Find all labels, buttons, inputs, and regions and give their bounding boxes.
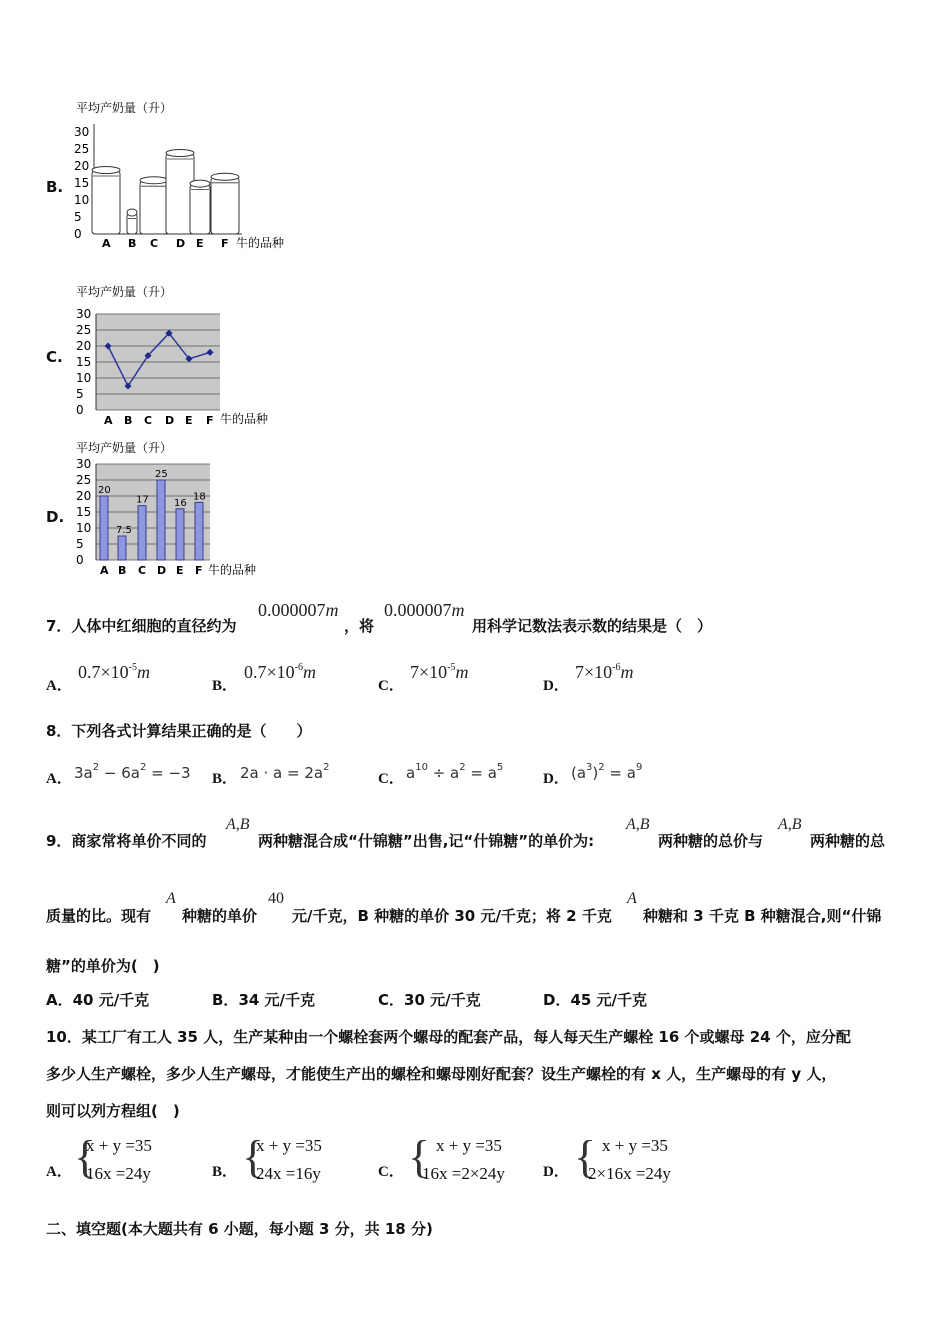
q10-option-b-system: x + y =35 24x =16y	[256, 1136, 322, 1183]
option-b-label: B.	[46, 178, 64, 196]
q8-option-c-expr: $a^{10} \div a^2 = a^5$	[406, 762, 504, 782]
q9-option-b[interactable]: B．34 元/千克	[212, 991, 316, 1009]
chart-d-xlabel: 牛的品种	[208, 563, 257, 577]
chart-d-bar-B	[118, 536, 126, 560]
q7-option-d[interactable]: D．	[543, 678, 569, 694]
chart-d-data-label: 16	[174, 497, 187, 509]
q7-value-1: 0.000007m	[258, 600, 339, 620]
chart-d-xtick: F	[195, 564, 203, 577]
q8-option-b[interactable]: B．	[212, 771, 238, 787]
chart-d-xtick: C	[138, 564, 147, 577]
chart-b-bottle-lid	[92, 167, 120, 174]
q9-line1-part3: 两种糖的总价与	[658, 832, 764, 850]
chart-b-xtick: E	[196, 237, 204, 250]
q7-value-2: 0.000007m	[384, 600, 465, 620]
q10-option-c-brace: {	[408, 1131, 431, 1182]
q9-forty: 40	[268, 890, 284, 907]
chart-c-xtick: F	[206, 414, 214, 427]
chart-b-bottle-body	[190, 185, 210, 234]
chart-b-pictograph	[70, 98, 310, 250]
q10-line2: 多少人生产螺栓，多少人生产螺母，才能使生产出的螺栓和螺母刚好配套？设生产螺栓的有 x 人，生产螺母的有 y 人，	[46, 1065, 837, 1083]
chart-b-ytick: 10	[74, 193, 90, 207]
chart-d-xtick: A	[100, 564, 109, 577]
q8-option-a-expr: $3a^2 - 6a^2 = -3$	[74, 762, 191, 782]
q10-option-b[interactable]: B．	[212, 1164, 238, 1180]
q10-option-a[interactable]: A．	[46, 1164, 72, 1180]
chart-b-xtick: D	[176, 237, 186, 250]
q10-option-b-brace: {	[242, 1131, 265, 1182]
q9-option-a[interactable]: A．40 元/千克	[46, 991, 150, 1009]
q7-middle: ，将	[344, 617, 375, 635]
q9-line2-part2: 种糖的单价	[182, 907, 258, 925]
chart-b-bottle-body	[140, 181, 168, 234]
chart-b-bottle-body	[211, 178, 239, 234]
chart-d-data-label: 7.5	[116, 525, 132, 536]
chart-d-ytick: 15	[76, 505, 92, 519]
chart-d-xtick: B	[118, 564, 127, 577]
q10-option-d-system: x + y =35 2×16x =24y	[588, 1136, 671, 1183]
chart-c-xlabel: 牛的品种	[220, 412, 269, 426]
chart-b-ytick: 15	[74, 176, 90, 190]
chart-b-bottle-F	[211, 173, 239, 234]
chart-b-ytick: 0	[74, 227, 82, 241]
q10-line1: 10．某工厂有工人 35 人，生产某种由一个螺栓套两个螺母的配套产品，每人每天生产螺栓 16 个或螺母 24 个，应分配	[46, 1028, 851, 1046]
chart-b-bottle-E	[190, 180, 210, 234]
chart-b-bottle-B	[127, 209, 137, 234]
chart-b-bottle-lid	[127, 209, 137, 216]
chart-c-xtick: B	[124, 414, 133, 427]
chart-d-bar-F	[195, 502, 203, 560]
q9-ab-3: A,B	[778, 816, 802, 833]
chart-b-bottle-lid	[140, 177, 168, 184]
q9-line1-part4: 两种糖的总	[810, 832, 886, 850]
q8-option-d-expr: $(a^3)^2 = a^9$	[571, 762, 643, 782]
chart-c-title: 平均产奶量（升）	[76, 285, 173, 299]
chart-b-ytick: 5	[74, 210, 82, 224]
chart-c-xtick: E	[185, 414, 193, 427]
chart-d-ytick: 5	[76, 537, 84, 551]
q9-line1-part1: 9．商家常将单价不同的	[46, 832, 207, 850]
q9-ab-2: A,B	[626, 816, 650, 833]
chart-d-ytick: 10	[76, 521, 92, 535]
chart-c-ytick: 0	[76, 403, 84, 417]
chart-b-xtick: A	[102, 237, 111, 250]
chart-d-data-label: 17	[136, 494, 149, 506]
chart-c-xtick: C	[144, 414, 153, 427]
q10-option-d-brace: {	[574, 1131, 597, 1182]
section-2-title: 二、填空题(本大题共有 6 小题，每小题 3 分，共 18 分)	[46, 1220, 433, 1238]
q9-a-1: A	[166, 890, 176, 907]
q8-option-b-expr: $2a \cdot a = 2a^2$	[240, 762, 330, 782]
chart-d-data-label: 18	[193, 491, 206, 503]
q7-option-b[interactable]: B．	[212, 678, 238, 694]
q8-text: 8．下列各式计算结果正确的是（ ）	[46, 722, 312, 740]
chart-b-xtick: C	[150, 237, 159, 250]
chart-d-ytick: 20	[76, 489, 92, 503]
chart-b-bottle-body	[127, 214, 137, 235]
chart-d-bar-C	[138, 506, 146, 560]
option-d-label: D.	[46, 508, 65, 526]
q9-ab-1: A,B	[226, 816, 250, 833]
chart-d-bar-E	[176, 509, 184, 560]
chart-b-bottle-A	[92, 167, 120, 235]
chart-b-bottle-lid	[166, 150, 194, 157]
chart-c-ytick: 5	[76, 387, 84, 401]
q9-line1-part2: 两种糖混合成“什锦糖”出售,记“什锦糖”的单价为:	[258, 832, 595, 850]
q10-option-a-brace: {	[74, 1131, 97, 1182]
q7-option-b-expr: $0.7\times 10^{-6}m$	[244, 662, 316, 682]
q7-option-a[interactable]: A．	[46, 678, 72, 694]
q9-option-c[interactable]: C．30 元/千克	[378, 991, 481, 1009]
chart-c-ytick: 25	[76, 323, 92, 337]
q9-line2-part1: 质量的比。现有	[46, 907, 152, 925]
chart-b-xlabel: 牛的品种	[236, 236, 285, 250]
q10-option-a-system: x + y =35 16x =24y	[86, 1136, 152, 1183]
chart-d-data-label: 20	[98, 485, 111, 496]
q9-option-d[interactable]: D．45 元/千克	[543, 991, 648, 1009]
q7-option-a-expr: $0.7\times 10^{-5}m$	[78, 662, 150, 682]
chart-b-ytick: 25	[74, 142, 90, 156]
q10-line3: 则可以列方程组( )	[46, 1102, 180, 1120]
q7-option-d-expr: $7\times 10^{-6}m$	[575, 662, 634, 682]
q7-option-c-expr: $7\times 10^{-5}m$	[410, 662, 469, 682]
chart-c-ytick: 20	[76, 339, 92, 353]
q9-line2-part4: 种糖和 3 千克 B 种糖混合,则“什锦	[643, 907, 882, 925]
chart-c-ytick: 30	[76, 307, 92, 321]
q8-option-a[interactable]: A．	[46, 771, 72, 787]
q9-a-2: A	[627, 890, 637, 907]
option-c-label: C.	[46, 348, 63, 366]
chart-c-ytick: 10	[76, 371, 92, 385]
chart-b-bottle-lid	[190, 180, 210, 187]
q9-line3: 糖”的单价为( )	[46, 957, 160, 975]
q10-option-c-system: x + y =35 16x =2×24y	[422, 1136, 505, 1183]
chart-b-title: 平均产奶量（升）	[76, 101, 173, 115]
chart-b-bottle-lid	[211, 173, 239, 180]
q9-line2-part3: 元/千克，B 种糖的单价 30 元/千克；将 2 千克	[292, 907, 612, 925]
chart-c-xtick: A	[104, 414, 113, 427]
chart-d-ytick: 0	[76, 553, 84, 567]
chart-c-line	[70, 282, 310, 430]
chart-d-data-label: 25	[155, 469, 168, 480]
chart-b-ytick: 20	[74, 159, 90, 173]
chart-d-xtick: E	[176, 564, 184, 577]
chart-d-title: 平均产奶量（升）	[76, 441, 173, 455]
q10-option-c[interactable]: C．	[378, 1164, 404, 1180]
q7-prefix: 7．人体中红细胞的直径约为	[46, 617, 237, 635]
chart-d-xtick: D	[157, 564, 167, 577]
q8-option-d[interactable]: D．	[543, 771, 569, 787]
chart-b-bottle-C	[140, 177, 168, 234]
chart-c-ytick: 15	[76, 355, 92, 369]
chart-c-xtick: D	[165, 414, 175, 427]
chart-b-bottle-body	[92, 171, 120, 234]
q10-option-d[interactable]: D．	[543, 1164, 569, 1180]
chart-d-bar-D	[157, 480, 165, 560]
q8-option-c[interactable]: C．	[378, 771, 404, 787]
chart-d-bar	[70, 438, 310, 586]
chart-d-ytick: 25	[76, 473, 92, 487]
chart-b-xtick: B	[128, 237, 137, 250]
chart-d-ytick: 30	[76, 457, 92, 471]
q7-option-c[interactable]: C．	[378, 678, 404, 694]
chart-d-bar-A	[100, 496, 108, 560]
q7-suffix: 用科学记数法表示数的结果是（ ）	[472, 617, 713, 635]
chart-b-xtick: F	[221, 237, 229, 250]
chart-b-ytick: 30	[74, 125, 90, 139]
